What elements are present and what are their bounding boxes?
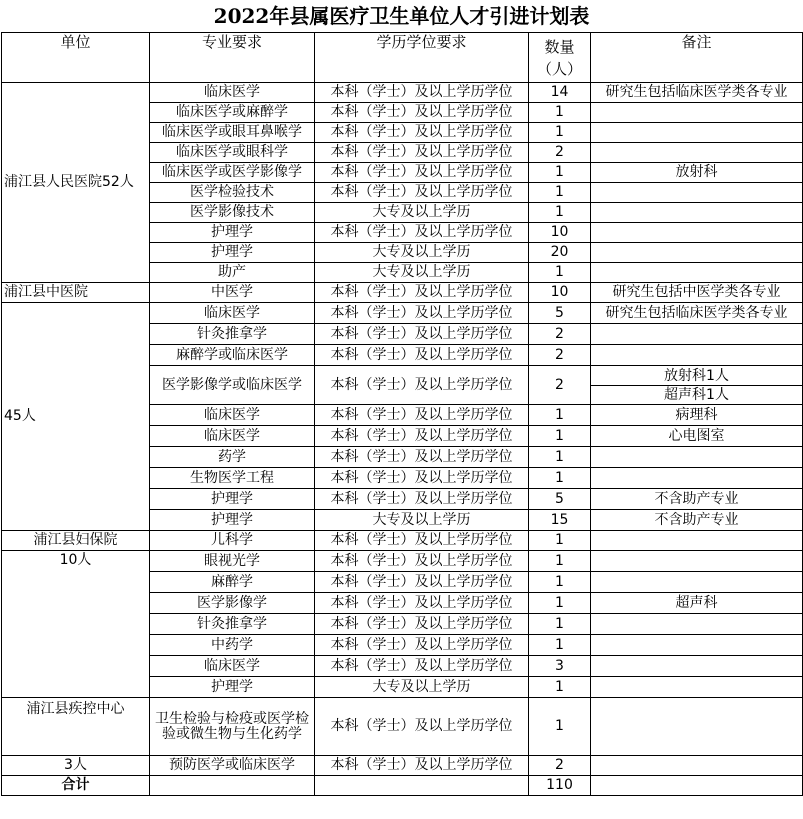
total-label: 合计	[2, 776, 150, 796]
degree-cell: 本科（学士）及以上学历学位	[315, 103, 529, 123]
remark-cell	[591, 203, 803, 223]
remark-cell	[591, 531, 803, 551]
count-cell: 1	[529, 405, 591, 426]
remark-cell: 心电图室	[591, 426, 803, 447]
remark-cell	[591, 468, 803, 489]
major-cell: 中医学	[150, 283, 315, 303]
table-row	[2, 756, 803, 776]
degree-cell: 本科（学士）及以上学历学位	[315, 223, 529, 243]
degree-cell: 本科（学士）及以上学历学位	[315, 614, 529, 635]
major-cell: 护理学	[150, 223, 315, 243]
count-cell: 2	[529, 345, 591, 366]
major-cell: 护理学	[150, 243, 315, 263]
degree-cell: 大专及以上学历	[315, 510, 529, 531]
degree-cell: 本科（学士）及以上学历学位	[315, 83, 529, 103]
count-cell: 1	[529, 183, 591, 203]
count-cell: 5	[529, 489, 591, 510]
empty-cell	[150, 776, 315, 796]
total-count: 110	[529, 776, 591, 796]
recruitment-table	[1, 32, 803, 796]
count-cell: 15	[529, 510, 591, 531]
major-cell: 眼视光学	[150, 551, 315, 572]
header-degree: 学历学位要求	[315, 33, 529, 83]
degree-cell: 本科（学士）及以上学历学位	[315, 345, 529, 366]
empty-cell	[315, 776, 529, 796]
table-row	[2, 531, 803, 551]
degree-cell: 本科（学士）及以上学历学位	[315, 551, 529, 572]
count-cell: 2	[529, 324, 591, 345]
remark-cell	[591, 223, 803, 243]
remark-cell	[591, 243, 803, 263]
degree-cell: 本科（学士）及以上学历学位	[315, 283, 529, 303]
major-cell: 临床医学	[150, 303, 315, 324]
count-cell: 1	[529, 103, 591, 123]
count-cell: 2	[529, 143, 591, 163]
header-unit: 单位	[2, 33, 150, 83]
remark-cell	[591, 614, 803, 635]
degree-cell: 本科（学士）及以上学历学位	[315, 447, 529, 468]
degree-cell: 大专及以上学历	[315, 203, 529, 223]
count-cell: 1	[529, 531, 591, 551]
major-cell: 生物医学工程	[150, 468, 315, 489]
header-remark: 备注	[591, 33, 803, 83]
count-cell: 1	[529, 426, 591, 447]
major-cell: 临床医学	[150, 83, 315, 103]
major-cell: 儿科学	[150, 531, 315, 551]
remark-line: 放射科1人	[591, 367, 802, 386]
unit-cell: 浦江县妇保院	[2, 531, 150, 551]
count-cell: 1	[529, 123, 591, 143]
remark-cell	[591, 756, 803, 776]
major-cell: 针灸推拿学	[150, 324, 315, 345]
remark-cell	[591, 324, 803, 345]
remark-cell	[591, 345, 803, 366]
count-cell: 1	[529, 572, 591, 593]
remark-cell	[591, 366, 803, 405]
remark-cell	[591, 103, 803, 123]
remark-cell	[591, 635, 803, 656]
table-row	[2, 283, 803, 303]
remark-cell	[591, 447, 803, 468]
major-cell: 护理学	[150, 510, 315, 531]
remark-cell	[591, 263, 803, 283]
remark-cell	[591, 143, 803, 163]
degree-cell: 本科（学士）及以上学历学位	[315, 572, 529, 593]
degree-cell: 本科（学士）及以上学历学位	[315, 593, 529, 614]
remark-cell: 研究生包括临床医学类各专业	[591, 303, 803, 324]
degree-cell: 本科（学士）及以上学历学位	[315, 756, 529, 776]
unit-cell: 45人	[2, 303, 150, 531]
major-cell: 医学检验技术	[150, 183, 315, 203]
major-cell: 临床医学	[150, 656, 315, 677]
unit-cell: 3人	[2, 756, 150, 776]
count-cell: 1	[529, 163, 591, 183]
major-cell: 卫生检验与检疫或医学检验或微生物与生化药学	[150, 698, 315, 756]
count-cell: 1	[529, 698, 591, 756]
total-row	[2, 776, 803, 796]
remark-cell	[591, 698, 803, 756]
header-major: 专业要求	[150, 33, 315, 83]
page-title: 2022年县属医疗卫生单位人才引进计划表	[213, 4, 590, 28]
remark-cell: 放射科	[591, 163, 803, 183]
remark-cell	[591, 551, 803, 572]
remark-cell: 研究生包括临床医学类各专业	[591, 83, 803, 103]
major-cell: 药学	[150, 447, 315, 468]
remark-cell	[591, 572, 803, 593]
count-cell: 14	[529, 83, 591, 103]
major-cell: 中药学	[150, 635, 315, 656]
degree-cell: 本科（学士）及以上学历学位	[315, 531, 529, 551]
degree-cell: 大专及以上学历	[315, 263, 529, 283]
degree-cell: 大专及以上学历	[315, 677, 529, 698]
remark-cell	[591, 677, 803, 698]
header-row	[2, 33, 803, 83]
degree-cell: 本科（学士）及以上学历学位	[315, 426, 529, 447]
degree-cell: 本科（学士）及以上学历学位	[315, 489, 529, 510]
major-cell: 临床医学或医学影像学	[150, 163, 315, 183]
degree-cell: 本科（学士）及以上学历学位	[315, 163, 529, 183]
count-cell: 1	[529, 593, 591, 614]
remark-cell: 研究生包括中医学类各专业	[591, 283, 803, 303]
count-cell: 1	[529, 551, 591, 572]
count-cell: 20	[529, 243, 591, 263]
major-cell: 麻醉学	[150, 572, 315, 593]
remark-cell: 超声科	[591, 593, 803, 614]
major-cell: 助产	[150, 263, 315, 283]
degree-cell: 本科（学士）及以上学历学位	[315, 324, 529, 345]
count-cell: 1	[529, 677, 591, 698]
remark-line: 超声科1人	[664, 386, 729, 403]
major-cell: 临床医学	[150, 426, 315, 447]
major-cell: 临床医学或眼科学	[150, 143, 315, 163]
remark-cell: 不含助产专业	[591, 489, 803, 510]
degree-cell: 本科（学士）及以上学历学位	[315, 698, 529, 756]
count-cell: 1	[529, 263, 591, 283]
count-cell: 10	[529, 283, 591, 303]
table-row	[2, 83, 803, 103]
header-count: 数量（人）	[529, 33, 591, 83]
unit-cell: 浦江县疾控中心	[2, 698, 150, 756]
count-cell: 10	[529, 223, 591, 243]
remark-cell	[591, 123, 803, 143]
degree-cell: 本科（学士）及以上学历学位	[315, 635, 529, 656]
count-cell: 5	[529, 303, 591, 324]
degree-cell: 本科（学士）及以上学历学位	[315, 468, 529, 489]
count-cell: 3	[529, 656, 591, 677]
empty-cell	[591, 776, 803, 796]
major-cell: 医学影像学	[150, 593, 315, 614]
major-cell: 麻醉学或临床医学	[150, 345, 315, 366]
remark-cell: 病理科	[591, 405, 803, 426]
unit-cell: 浦江县人民医院52人	[2, 83, 150, 283]
major-cell: 医学影像学或临床医学	[150, 366, 315, 405]
remark-cell	[591, 656, 803, 677]
count-cell: 1	[529, 203, 591, 223]
count-cell: 2	[529, 366, 591, 405]
unit-cell: 浦江县中医院	[2, 283, 150, 303]
major-cell: 护理学	[150, 677, 315, 698]
degree-cell: 本科（学士）及以上学历学位	[315, 303, 529, 324]
degree-cell: 本科（学士）及以上学历学位	[315, 366, 529, 405]
table-row	[2, 551, 803, 572]
degree-cell: 本科（学士）及以上学历学位	[315, 143, 529, 163]
degree-cell: 本科（学士）及以上学历学位	[315, 405, 529, 426]
count-cell: 1	[529, 614, 591, 635]
major-cell: 护理学	[150, 489, 315, 510]
unit-cell: 10人	[2, 551, 150, 698]
major-cell: 医学影像技术	[150, 203, 315, 223]
degree-cell: 大专及以上学历	[315, 243, 529, 263]
major-cell: 临床医学	[150, 405, 315, 426]
degree-cell: 本科（学士）及以上学历学位	[315, 656, 529, 677]
major-cell: 临床医学或麻醉学	[150, 103, 315, 123]
table-row	[2, 303, 803, 324]
degree-cell: 本科（学士）及以上学历学位	[315, 123, 529, 143]
degree-cell: 本科（学士）及以上学历学位	[315, 183, 529, 203]
count-cell: 1	[529, 447, 591, 468]
major-cell: 预防医学或临床医学	[150, 756, 315, 776]
table-row	[2, 698, 803, 756]
major-cell: 针灸推拿学	[150, 614, 315, 635]
count-cell: 1	[529, 635, 591, 656]
remark-cell: 不含助产专业	[591, 510, 803, 531]
remark-cell	[591, 183, 803, 203]
count-cell: 1	[529, 468, 591, 489]
major-cell: 临床医学或眼耳鼻喉学	[150, 123, 315, 143]
count-cell: 2	[529, 756, 591, 776]
